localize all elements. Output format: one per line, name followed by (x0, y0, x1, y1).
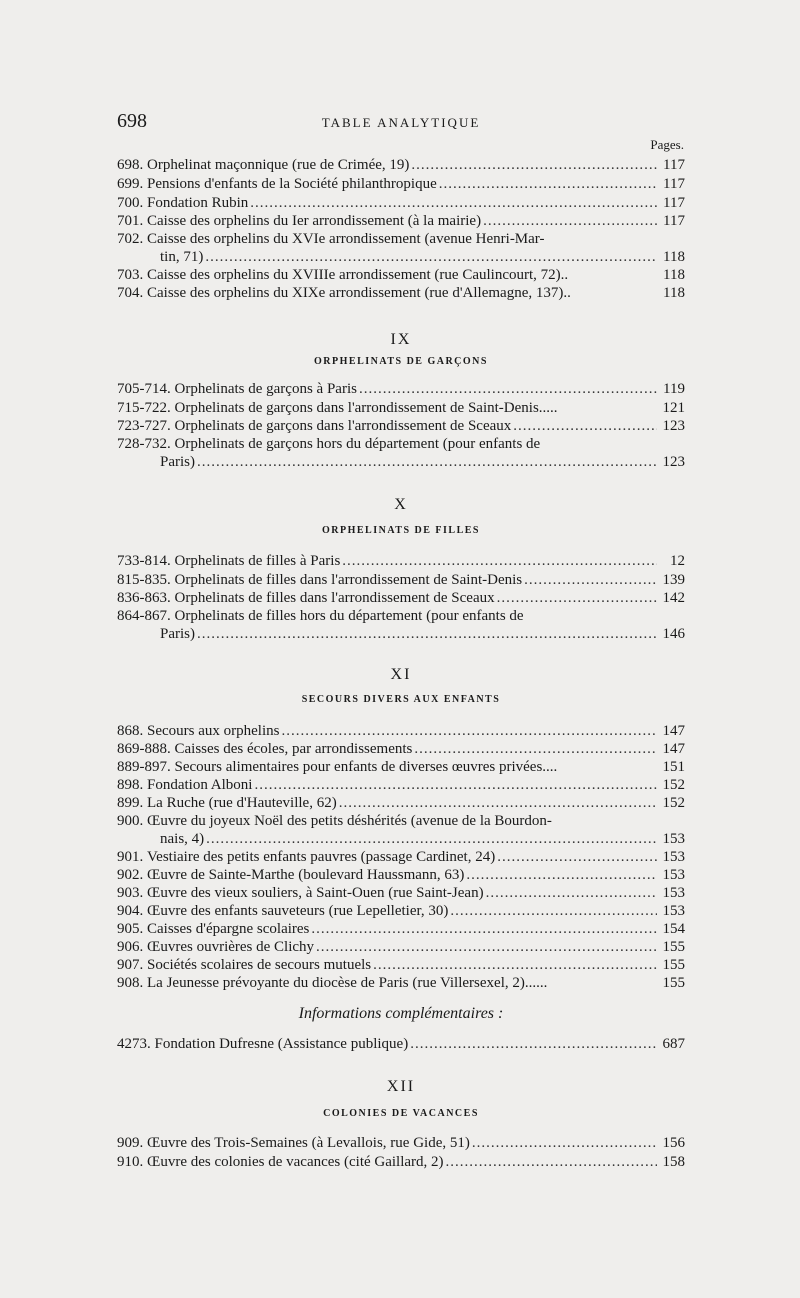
index-entry: 901. Vestiaire des petits enfants pauvres (passage Cardinet, 24) ..... 153 (117, 848, 685, 866)
index-entry: 705-714. Orphelinats de garçons à Paris ..... 119 (117, 380, 685, 398)
index-entry: 899. La Ruche (rue d'Hauteville, 62) ..... 152 (117, 794, 685, 812)
index-entry: 869-888. Caisses des écoles, par arrondissements ..... 147 (117, 740, 685, 758)
section-title: COLONIES DE VACANCES (323, 1108, 479, 1119)
index-entry: 699. Pensions d'enfants de la Société philanthropique ..... 117 (117, 175, 685, 193)
index-entry: 702. Caisse des orphelins du XVIe arrondissement (avenue Henri-Mar- tin, 71) ..... 118 (117, 230, 685, 266)
index-entry: 905. Caisses d'épargne scolaires ..... 154 (117, 920, 685, 938)
section-number: X (394, 496, 408, 513)
index-entry: 733-814. Orphelinats de filles à Paris ..... 12 (117, 552, 685, 570)
supplementary-heading: Informations complémentaires : (298, 1005, 504, 1022)
index-entry: 723-727. Orphelinats de garçons dans l'arrondissement de Sceaux ..... 123 (117, 417, 685, 435)
index-entry: 903. Œuvre des vieux souliers, à Saint-Ouen (rue Saint-Jean) ..... 153 (117, 884, 685, 902)
index-entry: 868. Secours aux orphelins ..... 147 (117, 722, 685, 740)
index-entry: 703. Caisse des orphelins du XVIIIe arrondissement (rue Caulincourt, 72).. 118 (117, 267, 685, 283)
section-number: XI (390, 666, 412, 683)
index-entry: 700. Fondation Rubin ..... 117 (117, 194, 685, 212)
index-entry: 4273. Fondation Dufresne (Assistance publique) ..... 687 (117, 1035, 685, 1053)
index-entry: 904. Œuvre des enfants sauveteurs (rue Lepelletier, 30) ..... 153 (117, 902, 685, 920)
page-number: 698 (117, 110, 147, 132)
section-title: SECOURS DIVERS AUX ENFANTS (301, 694, 501, 705)
index-entry: 698. Orphelinat maçonnique (rue de Crimée, 19) ..... 117 (117, 156, 685, 174)
index-entry: 898. Fondation Alboni ..... 152 (117, 776, 685, 794)
index-entry: 907. Sociétés scolaires de secours mutuels ..... 155 (117, 956, 685, 974)
running-head (117, 110, 685, 134)
index-entry: 815-835. Orphelinats de filles dans l'arrondissement de Saint-Denis ..... 139 (117, 571, 685, 589)
index-entry: 836-863. Orphelinats de filles dans l'arrondissement de Sceaux ..... 142 (117, 589, 685, 607)
index-entry: 908. La Jeunesse prévoyante du diocèse de Paris (rue Villersexel, 2)...... 155 (117, 975, 685, 991)
running-title: TABLE ANALYTIQUE (321, 115, 481, 130)
index-entry: 704. Caisse des orphelins du XIXe arrondissement (rue d'Allemagne, 137).. 118 (117, 285, 685, 301)
section-number: IX (390, 331, 412, 348)
index-entry: 909. Œuvre des Trois-Semaines (à Levallois, rue Gide, 51) ..... 156 (117, 1134, 685, 1152)
index-entry: 902. Œuvre de Sainte-Marthe (boulevard Haussmann, 63) ..... 153 (117, 866, 685, 884)
index-entry: 906. Œuvres ouvrières de Clichy ..... 155 (117, 938, 685, 956)
section-title: ORPHELINATS DE GARÇONS (314, 356, 488, 367)
index-entry: 910. Œuvre des colonies de vacances (cité Gaillard, 2) ..... 158 (117, 1153, 685, 1171)
index-entry: 864-867. Orphelinats de filles hors du département (pour enfants de Paris) ..... 146 (117, 607, 685, 643)
section-title: ORPHELINATS DE FILLES (321, 525, 480, 536)
pages-column-label: Pages. (650, 137, 684, 152)
index-entry: 728-732. Orphelinats de garçons hors du département (pour enfants de Paris) ..... 123 (117, 435, 685, 471)
index-entry: 715-722. Orphelinats de garçons dans l'arrondissement de Saint-Denis..... 121 (117, 400, 685, 416)
section-number: XII (386, 1078, 416, 1095)
index-entry: 900. Œuvre du joyeux Noël des petits déshérités (avenue de la Bourdon- nais, 4) ..... 153 (117, 812, 685, 848)
index-entry: 701. Caisse des orphelins du Ier arrondissement (à la mairie) ..... 117 (117, 212, 685, 230)
index-entry: 889-897. Secours alimentaires pour enfants de diverses œuvres privées.... 151 (117, 759, 685, 775)
